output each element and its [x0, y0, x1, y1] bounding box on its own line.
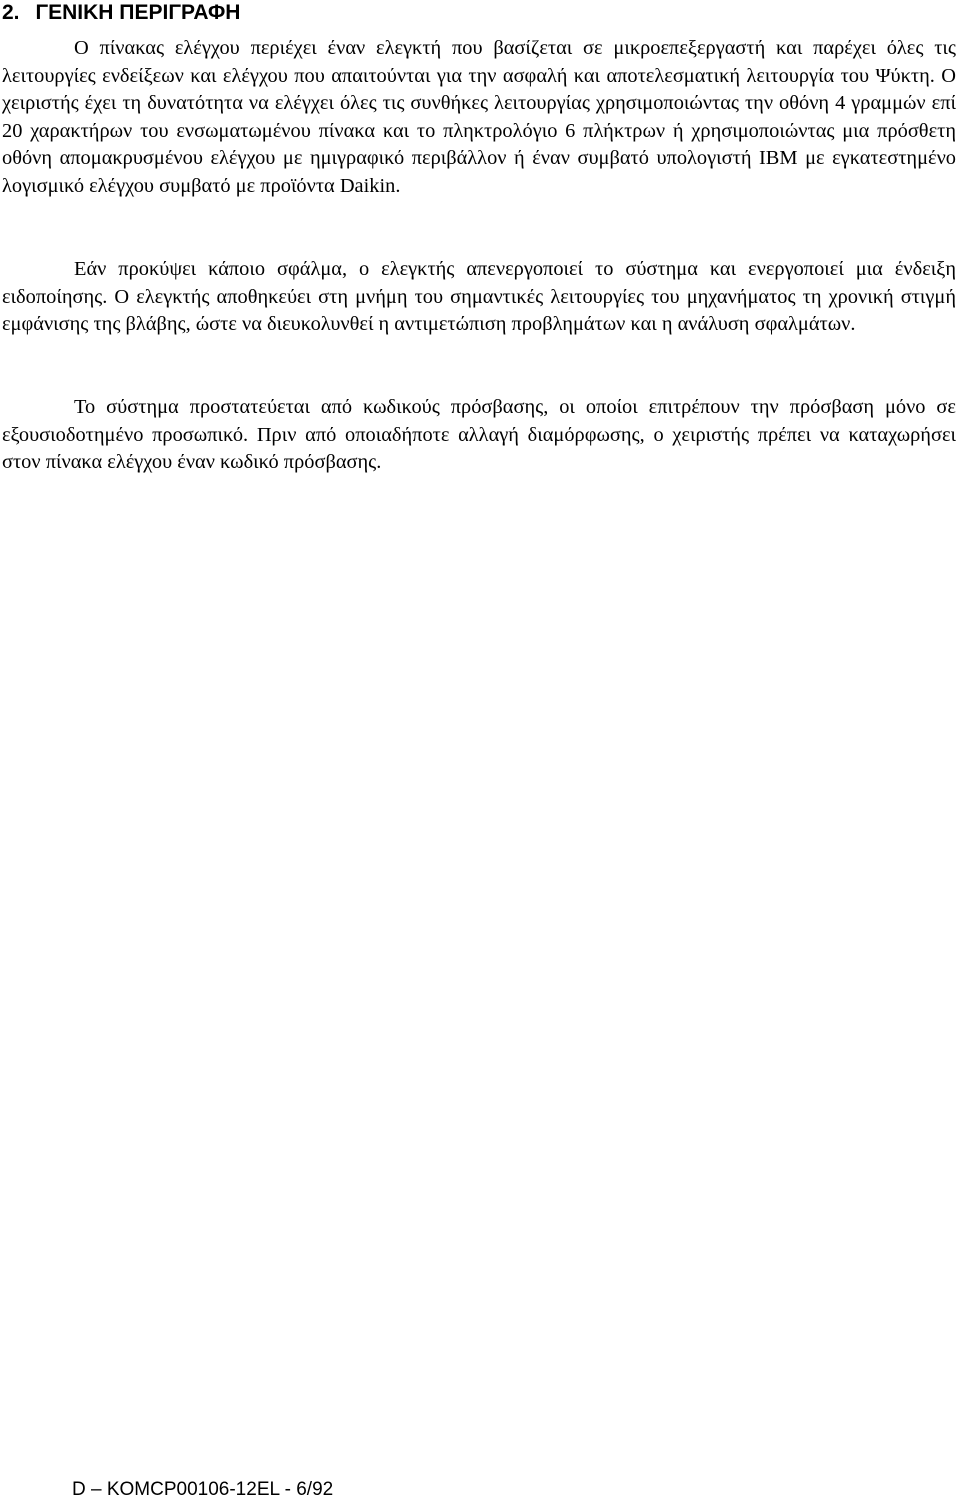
paragraph-fault-handling: Εάν προκύψει κάποιο σφάλμα, ο ελεγκτής απενεργοποιεί το σύστημα και ενεργοποιεί μια ένδειξη ειδοποίησης. Ο ελεγκτής αποθηκεύει στη μνήμη του σημαντικές λειτουργίες του μηχανήματος τη χρονική στιγμή εμφάνισης της βλάβης, ώστε να διευκολυνθεί η αντιμετώπιση προβλημάτων και η ανάλυση σφαλμάτων.	[2, 258, 956, 336]
section-title: ΓΕΝΙΚΗ ΠΕΡΙΓΡΑΦΗ	[35, 1, 241, 24]
paragraph-password-protection: Το σύστημα προστατεύεται από κωδικούς πρόσβασης, οι οποίοι επιτρέπουν την πρόσβαση μόνο σε εξουσιοδοτημένο προσωπικό. Πριν από οποιαδήποτε αλλαγή διαμόρφωσης, ο χειριστής πρέπει να καταχωρήσει στον πίνακα ελέγχου έναν κωδικό πρόσβασης.	[2, 396, 956, 474]
page-footer: D – KOMCP00106-12EL - 6/92	[72, 1479, 334, 1500]
section-heading	[2, 0, 240, 26]
section-number: 2.	[2, 1, 20, 24]
paragraph-description: Ο πίνακας ελέγχου περιέχει έναν ελεγκτή που βασίζεται σε μικροεπεξεργαστή και παρέχει όλες τις λειτουργίες ενδείξεων και ελέγχου που απαιτούνται για την ασφαλή και αποτελεσματική λειτουργία του Ψύκτη. Ο χειριστής έχει τη δυνατότητα να ελέγχει όλες τις συνθήκες λειτουργίας χρησιμοποιώντας την οθόνη 4 γραμμών επί 20 χαρακτήρων του ενσωματωμένου πίνακα και το πληκτρολόγιο 6 πλήκτρων ή χρησιμοποιώντας μια πρόσθετη οθόνη απομακρυσμένου ελέγχου με ημιγραφικό περιβάλλον ή έναν συμβατό υπολογιστή IBM με εγκατεστημένο λογισμικό ελέγχου συμβατό με προϊόντα Daikin.	[2, 37, 956, 197]
